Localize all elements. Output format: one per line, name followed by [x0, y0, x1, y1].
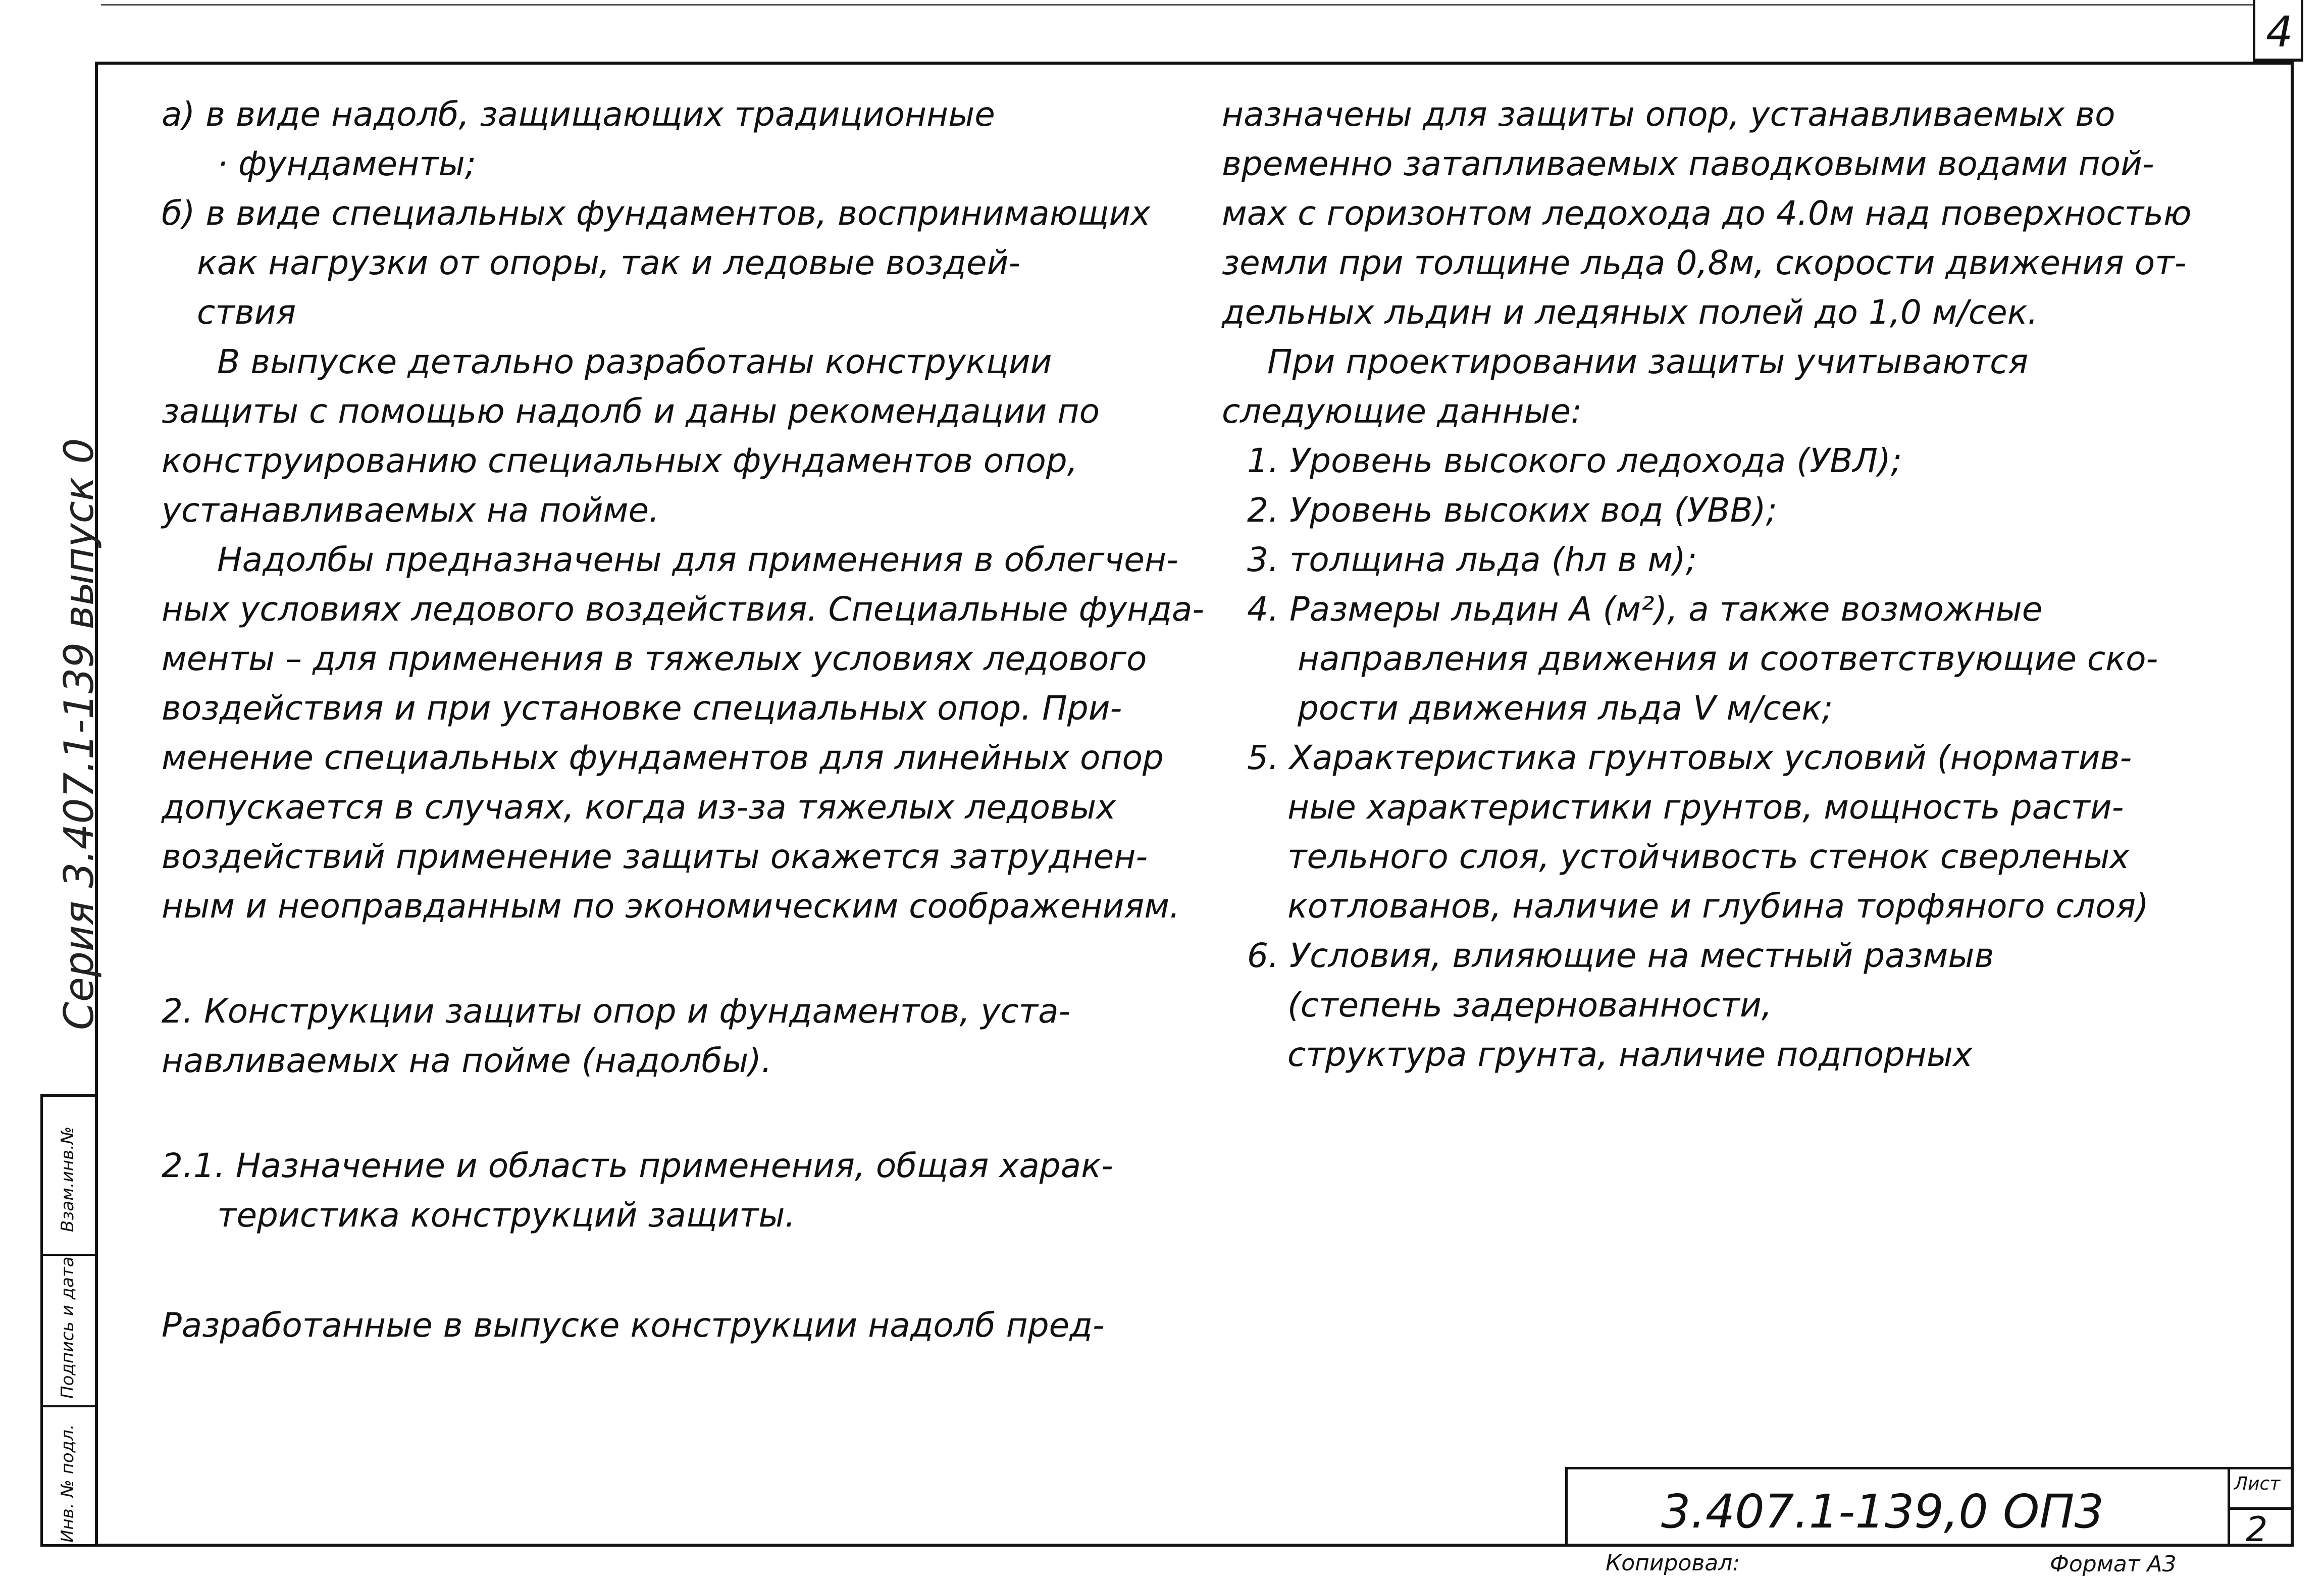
document-code: 3.407.1-139,0 ОП3 — [1661, 1485, 2104, 1539]
text-line: менты – для применения в тяжелых условиях ледового — [162, 639, 1147, 678]
section-heading: навливаемых на пойме (надолбы). — [162, 1041, 772, 1080]
text-line: защиты с помощью надолб и даны рекомендации по — [162, 392, 1100, 431]
sheet-number: 2 — [2246, 1510, 2268, 1550]
list-item: 6. Условия, влияющие на местный размыв — [1247, 936, 1994, 975]
text-line: воздействия и при установке специальных опор. При- — [162, 689, 1122, 728]
right-column — [1222, 90, 2192, 1080]
list-item: 3. толщина льда (hл в м); — [1247, 540, 1697, 579]
page-number: 4 — [2266, 7, 2293, 57]
text-line: В выпуске детально разработаны конструкции — [217, 342, 1052, 381]
text-line: ным и неоправданным по экономическим соображениям. — [162, 887, 1180, 926]
text-line: · фундаменты; — [217, 144, 477, 183]
text-line: как нагрузки от опоры, так и ледовые воздей- — [197, 243, 1021, 282]
text-line: временно затапливаемых паводковыми водами пой- — [1222, 144, 2154, 183]
top-rule — [101, 4, 2253, 6]
text-line: следующие данные: — [1222, 392, 1582, 431]
text-line: б) в виде специальных фундаментов, воспринимающих — [162, 194, 1151, 233]
list-item: (степень задернованности, — [1287, 986, 1772, 1025]
subsection-heading: теристика конструкций защиты. — [217, 1196, 796, 1235]
text-line: Разработанные в выпуске конструкции надолб пред- — [162, 1306, 1105, 1345]
text-line: Надолбы предназначены для применения в облегчен- — [217, 540, 1178, 579]
stamp-inventory-number: Инв. № подл. — [58, 1424, 78, 1543]
text-line: а) в виде надолб, защищающих традиционные — [162, 95, 995, 134]
series-label: Серия 3.407.1-139 выпуск 0 — [56, 438, 102, 1030]
text-line: конструированию специальных фундаментов опор, — [162, 441, 1078, 480]
stamp-signature-date: Подпись и дата — [58, 1256, 78, 1399]
text-line: дельных льдин и ледяных полей до 1,0 м/сек. — [1222, 293, 2038, 332]
stamp-replacement-inv: Взам.инв.№ — [58, 1126, 78, 1232]
list-item: ные характеристики грунтов, мощность расти- — [1287, 788, 2124, 827]
sheet-label: Лист — [2234, 1473, 2281, 1494]
text-line: мах с горизонтом ледохода до 4.0м над поверхностью — [1222, 194, 2192, 233]
list-item: 2. Уровень высоких вод (УВВ); — [1247, 491, 1777, 530]
text-line: менение специальных фундаментов для линейных опор — [162, 738, 1164, 777]
text-line: ствия — [197, 293, 296, 332]
copied-by: Копировал: — [1606, 1550, 1740, 1576]
text-line: ных условиях ледового воздействия. Специальные фунда- — [162, 590, 1205, 629]
text-line: устанавливаемых на пойме. — [162, 491, 660, 530]
list-item: рости движения льда V м/сек; — [1298, 689, 1833, 728]
text-line: воздействий применение защиты окажется затруднен- — [162, 837, 1148, 876]
list-item: направления движения и соответствующие ско- — [1298, 639, 2158, 678]
text-line: назначены для защиты опор, устанавливаемых во — [1222, 95, 2115, 134]
list-item: 1. Уровень высокого ледохода (УВЛ); — [1247, 441, 1902, 480]
section-heading: 2. Конструкции защиты опор и фундаментов, уста- — [162, 992, 1071, 1031]
list-item: тельного слоя, устойчивость стенок сверленых — [1287, 837, 2130, 876]
subsection-heading: 2.1. Назначение и область применения, общая харак- — [162, 1146, 1113, 1185]
list-item: 5. Характеристика грунтовых условий (норматив- — [1247, 738, 2132, 777]
left-column — [162, 90, 1204, 1350]
text-line: допускается в случаях, когда из-за тяжелых ледовых — [162, 788, 1116, 827]
list-item: структура грунта, наличие подпорных — [1287, 1035, 1973, 1074]
text-line: земли при толщине льда 0,8м, скорости движения от- — [1222, 243, 2187, 282]
list-item: котлованов, наличие и глубина торфяного слоя) — [1287, 887, 2149, 926]
list-item: 4. Размеры льдин А (м²), а также возможные — [1247, 590, 2043, 629]
paper-format: Формат А3 — [2050, 1551, 2177, 1577]
text-line: При проектировании защиты учитываются — [1267, 342, 2029, 381]
